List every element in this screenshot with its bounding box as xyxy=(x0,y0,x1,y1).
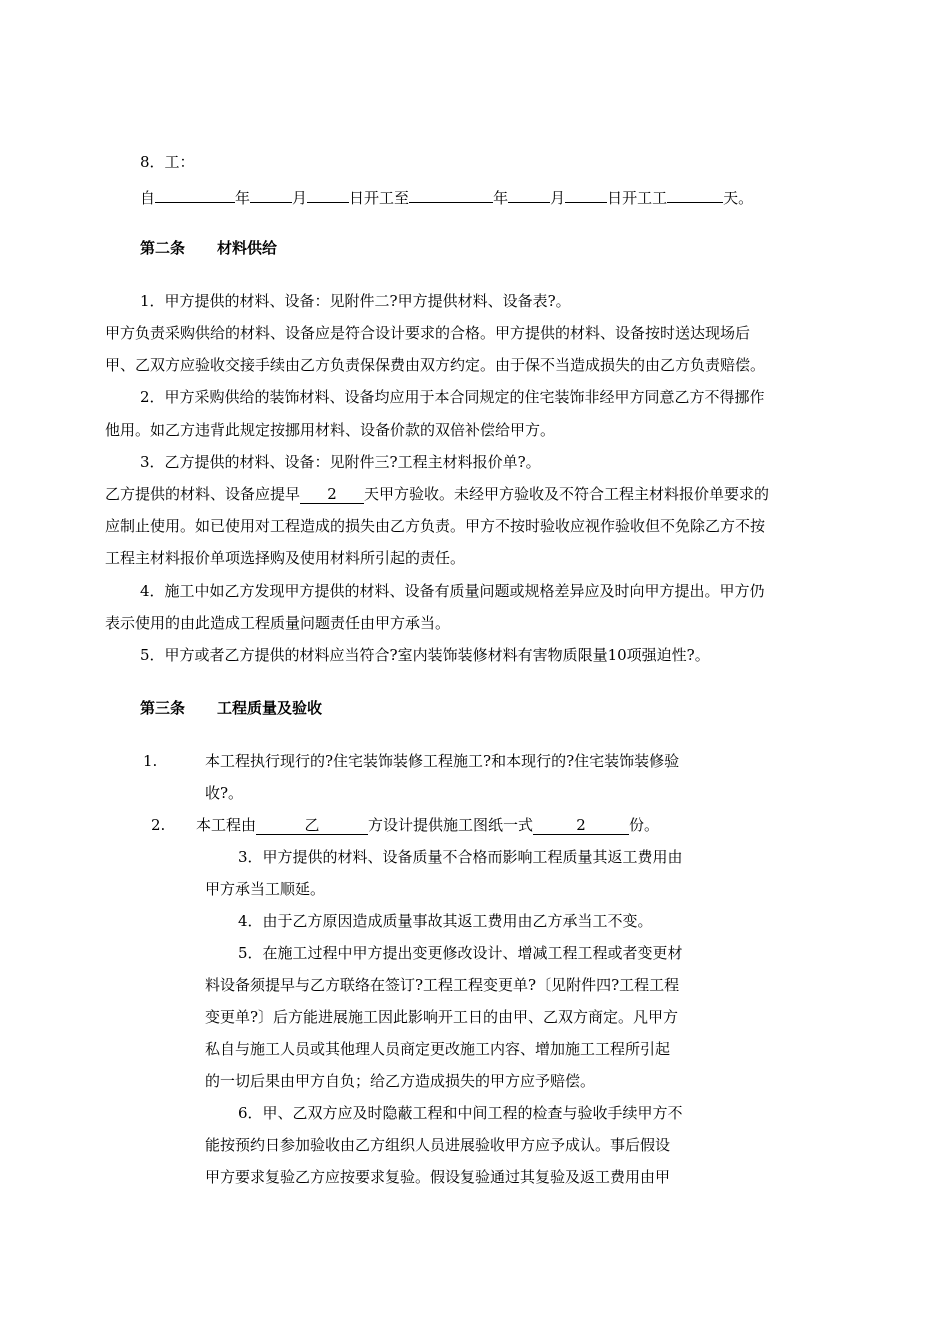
list-number: 1. xyxy=(143,752,158,770)
text: 自 xyxy=(140,189,156,207)
blank-month-start xyxy=(250,185,292,203)
paragraph-line: 本工程执行现行的?住宅装饰装修工程施工?和本现行的?住宅装饰装修验 xyxy=(205,752,680,770)
paragraph-line: 料设备须提早与乙方联络在签订?工程工程变更单?〔见附件四?工程工程 xyxy=(205,976,680,994)
paragraph-line xyxy=(196,815,659,835)
blank-day-end xyxy=(565,185,607,203)
blank-days-advance: 2 xyxy=(300,486,364,504)
text: 年 xyxy=(235,189,251,207)
blank-year-end xyxy=(409,185,493,203)
item8-dates-line xyxy=(140,185,753,208)
blank-copies: 2 xyxy=(533,817,629,835)
paragraph-line: 甲方负责采购供给的材料、设备应是符合设计要求的合格。甲方提供的材料、设备按时送达现场后 xyxy=(105,324,751,342)
text: 方设计提供施工图纸一式 xyxy=(368,816,534,834)
blank-month-end xyxy=(508,185,550,203)
list-number: 2. xyxy=(151,816,166,834)
text: 份。 xyxy=(629,816,660,834)
paragraph-line: 私自与施工人员或其他理人员商定更改施工内容、增加施工工程所引起 xyxy=(205,1040,671,1058)
paragraph-line: 5．在施工过程中甲方提出变更修改设计、增减工程工程或者变更材 xyxy=(238,944,683,962)
paragraph-line: 5．甲方或者乙方提供的材料应当符合?室内装饰装修材料有害物质限量10项强迫性?。 xyxy=(140,646,710,664)
text: 天。 xyxy=(723,189,754,207)
paragraph-line: 收?。 xyxy=(205,784,244,802)
text: 天甲方验收。未经甲方验收及不符合工程主材料报价单要求的 xyxy=(364,485,770,503)
paragraph-line: 3．乙方提供的材料、设备：见附件三?工程主材料报价单?。 xyxy=(140,453,541,471)
paragraph-line: 3．甲方提供的材料、设备质量不合格而影响工程质量其返工费用由 xyxy=(238,848,683,866)
text: 乙方提供的材料、设备应提早 xyxy=(105,485,301,503)
text: 日开工工 xyxy=(607,189,668,207)
blank-year-start xyxy=(155,185,235,203)
blank-day-start xyxy=(307,185,349,203)
paragraph-line: 2．甲方采购供给的装饰材料、设备均应用于本合同规定的住宅装饰非经甲方同意乙方不得挪作 xyxy=(140,388,765,406)
blank-design-party: 乙 xyxy=(256,817,368,835)
blank-days xyxy=(667,185,723,203)
paragraph-line: 6．甲、乙双方应及时隐蔽工程和中间工程的检查与验收手续甲方不 xyxy=(238,1104,683,1122)
article-title: 材料供给 xyxy=(217,239,278,257)
paragraph-line: 表示使用的由此造成工程质量问题责任由甲方承当。 xyxy=(105,614,451,632)
paragraph-line: 他用。如乙方违背此规定按挪用材料、设备价款的双倍补偿给甲方。 xyxy=(105,421,556,439)
paragraph-line: 变更单?〕后方能进展施工因此影响开工日的由甲、乙双方商定。凡甲方 xyxy=(205,1008,679,1026)
item8-label: 8．工： xyxy=(140,153,195,171)
article-3-heading xyxy=(140,698,322,718)
text: 月 xyxy=(550,189,566,207)
article-number: 第三条 xyxy=(140,699,186,717)
paragraph-line: 1．甲方提供的材料、设备：见附件二?甲方提供材料、设备表?。 xyxy=(140,292,571,310)
text: 日开工至 xyxy=(349,189,410,207)
article-number: 第二条 xyxy=(140,239,186,257)
paragraph-line: 甲、乙双方应验收交接手续由乙方负责保保费由双方约定。由于保不当造成损失的由乙方负责赔偿。 xyxy=(105,356,766,374)
article-title: 工程质量及验收 xyxy=(217,699,323,717)
article-2-heading xyxy=(140,238,277,258)
paragraph-line: 工程主材料报价单项选择购及使用材料所引起的责任。 xyxy=(105,549,466,567)
paragraph-line: 甲方要求复验乙方应按要求复验。假设复验通过其复验及返工费用由甲 xyxy=(205,1168,671,1186)
text: 本工程由 xyxy=(196,816,257,834)
paragraph-line: 能按预约日参加验收由乙方组织人员进展验收甲方应予成认。事后假设 xyxy=(205,1136,671,1154)
text: 年 xyxy=(493,189,509,207)
text: 月 xyxy=(292,189,308,207)
paragraph-line: 4．施工中如乙方发现甲方提供的材料、设备有质量问题或规格差异应及时向甲方提出。甲方仍 xyxy=(140,582,765,600)
paragraph-line: 的一切后果由甲方自负；给乙方造成损失的甲方应予赔偿。 xyxy=(205,1072,596,1090)
paragraph-line: 甲方承当工顺延。 xyxy=(205,880,326,898)
paragraph-line: 应制止使用。如已使用对工程造成的损失由乙方负责。甲方不按时验收应视作验收但不免除乙方不按 xyxy=(105,517,766,535)
paragraph-line: 4．由于乙方原因造成质量事故其返工费用由乙方承当工不变。 xyxy=(238,912,653,930)
paragraph-line xyxy=(105,484,769,504)
